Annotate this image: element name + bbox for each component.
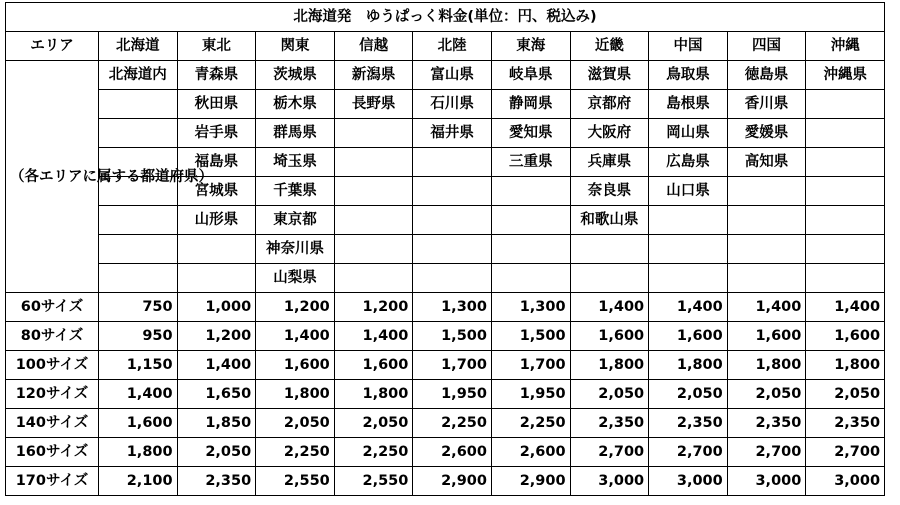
prefecture-cell[interactable]: 島根県 [649, 90, 728, 119]
price-cell[interactable]: 2,350 [570, 409, 649, 438]
prefecture-cell[interactable]: 京都府 [570, 90, 649, 119]
price-cell[interactable]: 1,400 [727, 293, 806, 322]
prefecture-cell[interactable]: 愛知県 [491, 119, 570, 148]
price-cell[interactable]: 1,600 [649, 322, 728, 351]
price-cell[interactable]: 1,600 [570, 322, 649, 351]
area-header-3[interactable]: 信越 [334, 32, 413, 61]
prefecture-cell[interactable]: 岐阜県 [491, 61, 570, 90]
price-cell[interactable]: 1,850 [177, 409, 256, 438]
prefecture-row [6, 264, 885, 293]
prefecture-cell[interactable] [99, 206, 178, 235]
prefecture-cell[interactable] [99, 235, 178, 264]
price-cell[interactable]: 3,000 [649, 467, 728, 496]
prefecture-cell[interactable] [806, 119, 885, 148]
prefecture-cell[interactable] [491, 177, 570, 206]
prefecture-label-cell[interactable]: （各エリアに属する都道府県） [6, 61, 99, 293]
price-cell[interactable]: 1,650 [177, 380, 256, 409]
prefecture-cell[interactable] [334, 206, 413, 235]
price-cell[interactable]: 1,950 [413, 380, 492, 409]
prefecture-cell[interactable]: 静岡県 [491, 90, 570, 119]
title-row [6, 3, 885, 32]
price-cell[interactable]: 2,250 [334, 438, 413, 467]
price-cell[interactable]: 1,600 [256, 351, 335, 380]
prefecture-cell[interactable]: 茨城県 [256, 61, 335, 90]
prefecture-cell[interactable] [334, 177, 413, 206]
price-cell[interactable]: 1,400 [177, 351, 256, 380]
area-header-7[interactable]: 中国 [649, 32, 728, 61]
prefecture-cell[interactable] [806, 148, 885, 177]
prefecture-cell[interactable] [334, 119, 413, 148]
area-header-0[interactable]: 北海道 [99, 32, 178, 61]
prefecture-cell[interactable]: 群馬県 [256, 119, 335, 148]
price-cell[interactable]: 2,350 [649, 409, 728, 438]
price-cell[interactable]: 1,600 [334, 351, 413, 380]
price-cell[interactable]: 2,600 [413, 438, 492, 467]
price-cell[interactable]: 1,400 [649, 293, 728, 322]
size-cell[interactable]: 80サイズ [6, 322, 99, 351]
price-cell[interactable]: 2,050 [649, 380, 728, 409]
prefecture-cell[interactable] [334, 148, 413, 177]
prefecture-cell[interactable] [177, 264, 256, 293]
price-cell[interactable]: 2,350 [727, 409, 806, 438]
area-header-row [6, 32, 885, 61]
price-cell[interactable]: 1,400 [806, 293, 885, 322]
price-row [6, 467, 885, 496]
table-body [6, 3, 885, 496]
price-cell[interactable]: 1,600 [806, 322, 885, 351]
price-cell[interactable]: 1,800 [99, 438, 178, 467]
prefecture-cell[interactable] [806, 206, 885, 235]
prefecture-cell[interactable] [99, 119, 178, 148]
price-cell[interactable]: 1,300 [491, 293, 570, 322]
price-row [6, 293, 885, 322]
price-row [6, 322, 885, 351]
prefecture-cell[interactable]: 富山県 [413, 61, 492, 90]
price-cell[interactable]: 1,200 [334, 293, 413, 322]
price-cell[interactable]: 3,000 [570, 467, 649, 496]
price-cell[interactable]: 1,500 [413, 322, 492, 351]
prefecture-cell[interactable]: 滋賀県 [570, 61, 649, 90]
prefecture-row [6, 119, 885, 148]
prefecture-cell[interactable]: 千葉県 [256, 177, 335, 206]
price-cell[interactable]: 750 [99, 293, 178, 322]
price-cell[interactable]: 2,050 [806, 380, 885, 409]
price-cell[interactable]: 2,550 [334, 467, 413, 496]
price-cell[interactable]: 1,400 [334, 322, 413, 351]
prefecture-cell[interactable]: 福井県 [413, 119, 492, 148]
prefecture-cell[interactable] [806, 177, 885, 206]
size-cell[interactable]: 160サイズ [6, 438, 99, 467]
price-cell[interactable]: 2,050 [177, 438, 256, 467]
size-cell[interactable]: 120サイズ [6, 380, 99, 409]
size-cell[interactable]: 60サイズ [6, 293, 99, 322]
price-cell[interactable]: 2,050 [256, 409, 335, 438]
prefecture-cell[interactable]: 奈良県 [570, 177, 649, 206]
prefecture-cell[interactable]: 大阪府 [570, 119, 649, 148]
price-cell[interactable]: 2,050 [727, 380, 806, 409]
prefecture-cell[interactable] [413, 148, 492, 177]
prefecture-cell[interactable]: 栃木県 [256, 90, 335, 119]
price-cell[interactable]: 1,500 [491, 322, 570, 351]
prefecture-cell[interactable]: 秋田県 [177, 90, 256, 119]
prefecture-cell[interactable] [413, 264, 492, 293]
price-cell[interactable]: 1,150 [99, 351, 178, 380]
price-cell[interactable]: 1,200 [256, 293, 335, 322]
prefecture-cell[interactable] [649, 206, 728, 235]
prefecture-cell[interactable] [649, 264, 728, 293]
price-row [6, 380, 885, 409]
yupack-fee-table [5, 2, 885, 496]
area-header-6[interactable]: 近畿 [570, 32, 649, 61]
prefecture-cell[interactable] [413, 206, 492, 235]
prefecture-cell[interactable]: 広島県 [649, 148, 728, 177]
price-cell[interactable]: 1,800 [727, 351, 806, 380]
price-cell[interactable]: 1,700 [491, 351, 570, 380]
prefecture-cell[interactable] [99, 264, 178, 293]
prefecture-cell[interactable]: 北海道内 [99, 61, 178, 90]
price-cell[interactable]: 2,250 [256, 438, 335, 467]
prefecture-cell[interactable] [491, 235, 570, 264]
prefecture-cell[interactable] [806, 235, 885, 264]
prefecture-cell[interactable] [806, 90, 885, 119]
prefecture-row [6, 90, 885, 119]
prefecture-cell[interactable] [727, 264, 806, 293]
prefecture-cell[interactable]: 山口県 [649, 177, 728, 206]
price-cell[interactable]: 2,700 [570, 438, 649, 467]
price-cell[interactable]: 1,800 [806, 351, 885, 380]
price-cell[interactable]: 1,800 [649, 351, 728, 380]
prefecture-cell[interactable] [570, 264, 649, 293]
prefecture-row [6, 61, 885, 90]
price-cell[interactable]: 1,600 [99, 409, 178, 438]
price-cell[interactable]: 1,800 [570, 351, 649, 380]
price-cell[interactable]: 1,950 [491, 380, 570, 409]
prefecture-cell[interactable]: 鳥取県 [649, 61, 728, 90]
prefecture-row [6, 235, 885, 264]
prefecture-cell[interactable] [727, 177, 806, 206]
price-cell[interactable]: 1,400 [570, 293, 649, 322]
price-cell[interactable]: 2,050 [570, 380, 649, 409]
price-cell[interactable]: 2,350 [177, 467, 256, 496]
area-header-1[interactable]: 東北 [177, 32, 256, 61]
prefecture-cell[interactable] [334, 235, 413, 264]
price-cell[interactable]: 1,300 [413, 293, 492, 322]
prefecture-cell[interactable]: 新潟県 [334, 61, 413, 90]
price-cell[interactable]: 1,800 [256, 380, 335, 409]
prefecture-cell[interactable]: 和歌山県 [570, 206, 649, 235]
prefecture-cell[interactable] [806, 264, 885, 293]
prefecture-cell[interactable] [413, 177, 492, 206]
price-cell[interactable]: 2,700 [727, 438, 806, 467]
prefecture-row [6, 206, 885, 235]
prefecture-cell[interactable] [649, 235, 728, 264]
price-cell[interactable]: 950 [99, 322, 178, 351]
price-cell[interactable]: 2,350 [806, 409, 885, 438]
prefecture-cell[interactable] [491, 264, 570, 293]
price-cell[interactable]: 2,250 [491, 409, 570, 438]
price-cell[interactable]: 2,700 [649, 438, 728, 467]
prefecture-cell[interactable]: 青森県 [177, 61, 256, 90]
prefecture-cell[interactable] [727, 206, 806, 235]
area-header-8[interactable]: 四国 [727, 32, 806, 61]
area-header-cell[interactable]: エリア [6, 32, 99, 61]
prefecture-cell[interactable]: 石川県 [413, 90, 492, 119]
prefecture-cell[interactable] [413, 235, 492, 264]
prefecture-cell[interactable]: 三重県 [491, 148, 570, 177]
prefecture-cell[interactable]: 山形県 [177, 206, 256, 235]
price-cell[interactable]: 1,600 [727, 322, 806, 351]
price-cell[interactable]: 2,100 [99, 467, 178, 496]
prefecture-cell[interactable] [177, 235, 256, 264]
price-cell[interactable]: 2,900 [413, 467, 492, 496]
prefecture-cell[interactable]: 神奈川県 [256, 235, 335, 264]
price-row [6, 409, 885, 438]
prefecture-cell[interactable]: 愛媛県 [727, 119, 806, 148]
price-cell[interactable]: 1,800 [334, 380, 413, 409]
prefecture-cell[interactable]: 沖縄県 [806, 61, 885, 90]
prefecture-cell[interactable] [491, 206, 570, 235]
area-header-5[interactable]: 東海 [491, 32, 570, 61]
price-cell[interactable]: 2,250 [413, 409, 492, 438]
price-cell[interactable]: 2,600 [491, 438, 570, 467]
table-title[interactable]: 北海道発 ゆうぱっく料金(単位：円、税込み) [6, 3, 885, 32]
area-header-9[interactable]: 沖縄 [806, 32, 885, 61]
prefecture-cell[interactable]: 埼玉県 [256, 148, 335, 177]
area-header-2[interactable]: 関東 [256, 32, 335, 61]
price-cell[interactable]: 1,400 [99, 380, 178, 409]
price-cell[interactable]: 2,900 [491, 467, 570, 496]
price-cell[interactable]: 2,050 [334, 409, 413, 438]
prefecture-cell[interactable]: 宮城県 [177, 177, 256, 206]
price-cell[interactable]: 3,000 [727, 467, 806, 496]
prefecture-cell[interactable]: 山梨県 [256, 264, 335, 293]
size-cell[interactable]: 140サイズ [6, 409, 99, 438]
size-cell[interactable]: 170サイズ [6, 467, 99, 496]
area-header-4[interactable]: 北陸 [413, 32, 492, 61]
prefecture-cell[interactable]: 高知県 [727, 148, 806, 177]
price-cell[interactable]: 1,400 [256, 322, 335, 351]
price-cell[interactable]: 2,550 [256, 467, 335, 496]
price-cell[interactable]: 2,700 [806, 438, 885, 467]
prefecture-cell[interactable] [570, 235, 649, 264]
prefecture-cell[interactable]: 徳島県 [727, 61, 806, 90]
price-cell[interactable]: 1,200 [177, 322, 256, 351]
prefecture-cell[interactable]: 東京都 [256, 206, 335, 235]
price-row [6, 351, 885, 380]
price-cell[interactable]: 3,000 [806, 467, 885, 496]
prefecture-cell[interactable]: 岩手県 [177, 119, 256, 148]
prefecture-cell[interactable]: 香川県 [727, 90, 806, 119]
prefecture-cell[interactable]: 福島県 [177, 148, 256, 177]
prefecture-cell[interactable]: 兵庫県 [570, 148, 649, 177]
prefecture-cell[interactable]: 長野県 [334, 90, 413, 119]
prefecture-cell[interactable]: 岡山県 [649, 119, 728, 148]
price-cell[interactable]: 1,000 [177, 293, 256, 322]
size-cell[interactable]: 100サイズ [6, 351, 99, 380]
price-row [6, 438, 885, 467]
price-cell[interactable]: 1,700 [413, 351, 492, 380]
prefecture-cell[interactable] [99, 90, 178, 119]
prefecture-cell[interactable] [727, 235, 806, 264]
prefecture-cell[interactable] [334, 264, 413, 293]
